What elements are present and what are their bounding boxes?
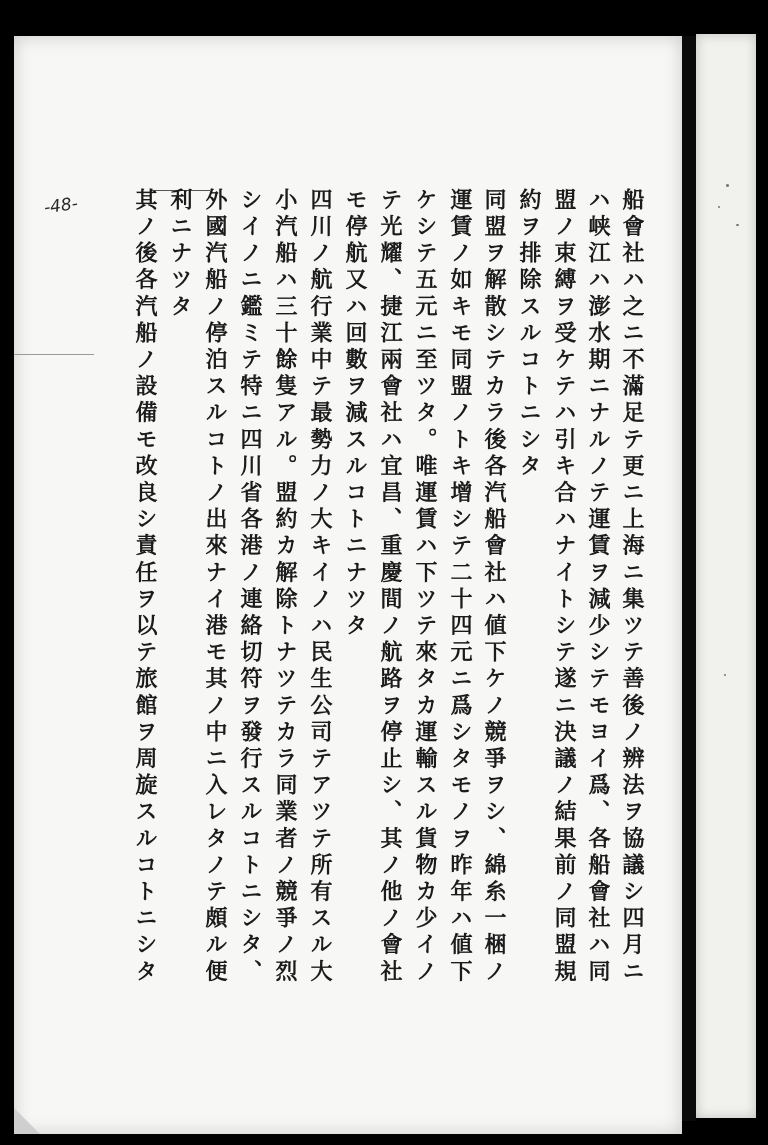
book-spine [682, 36, 696, 1121]
page-corner [14, 1108, 40, 1134]
adjacent-page-edge [696, 34, 756, 1118]
text-column: 運賃ノ如キモ同盟ノトキ增シテ二十四元ニ爲シタモノヲ昨年ハ値下 [447, 188, 473, 986]
text-column: 利ニナツタ [167, 188, 193, 321]
text-column: モ停航又ハ回數ヲ減スルコトニナツタ [342, 188, 368, 641]
page-number: -48- [42, 193, 80, 219]
text-column: 盟ノ束縛ヲ受ケテハ引キ合ハナイトシテ遂ニ決議ノ結果前ノ同盟規 [551, 188, 577, 986]
stray-line [14, 354, 94, 355]
text-column: ハ峡江ハ澎水期ニナルノテ運賃ヲ減少シテモヨイ爲、各船會社ハ同 [585, 188, 611, 986]
text-column: 四川ノ航行業中テ最勢力ノ大キイノハ民生公司テアツテ所有スル大 [307, 188, 333, 986]
text-column: テ光耀、捷江兩會社ハ宜昌、重慶間ノ航路ヲ停止シ、其ノ他ノ會社 [377, 188, 403, 986]
text-column: ケシテ五元ニ至ツタ。唯運賃ハ下ツテ來タカ運輸スル貨物カ少イノ [412, 188, 438, 986]
text-column: 小汽船ハ三十餘隻アル。盟約カ解除トナツテカラ同業者ノ競爭ノ烈 [272, 188, 298, 986]
text-column: 外國汽船ノ停泊スルコトノ出來ナイ港モ其ノ中ニ入レタノテ頗ル便 [202, 188, 228, 986]
text-column: 約ヲ排除スルコトニシタ [516, 188, 542, 481]
text-column: 船會社ハ之ニ不滿足テ更ニ上海ニ集ツテ善後ノ辨法ヲ協議シ四月ニ [619, 188, 645, 986]
text-column: 同盟ヲ解散シテカラ後各汽船會社ハ値下ケノ競爭ヲシ、綿糸一梱ノ [481, 188, 507, 986]
text-column: 其ノ後各汽船ノ設備モ改良シ責任ヲ以テ旅館ヲ周旋スルコトニシタ [132, 188, 158, 986]
text-column: シイノニ鑑ミテ特ニ四川省各港ノ連絡切符ヲ發行スルコトニシタ、 [237, 188, 263, 986]
